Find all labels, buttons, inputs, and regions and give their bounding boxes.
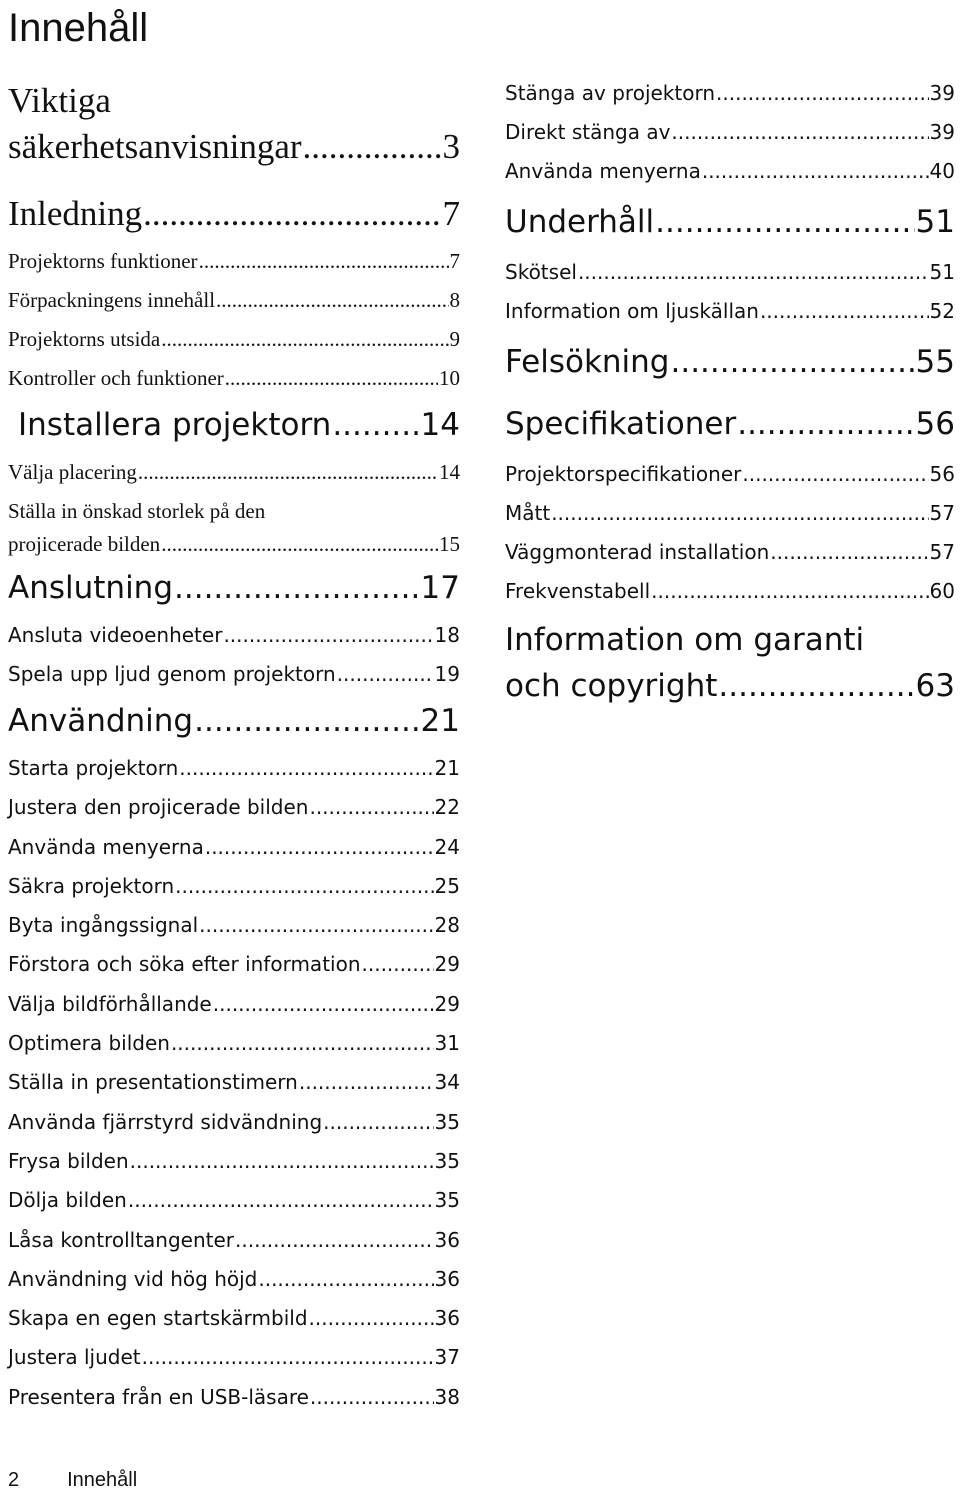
dot-leader [138, 453, 438, 492]
dot-leader [174, 561, 420, 616]
toc-entry-label: Felsökning [505, 344, 670, 380]
toc-entry-frekvenstabell[interactable] [505, 572, 955, 611]
toc-entry-projektorspecifikationer[interactable] [505, 455, 955, 494]
toc-entry-page-number: 37 [434, 1345, 460, 1370]
toc-entry-label-line1: Viktiga [8, 81, 111, 120]
toc-entry-label: Väggmonterad installation [505, 540, 770, 564]
toc-entry-page-number: 22 [434, 795, 460, 820]
toc-entry-page-number: 24 [434, 834, 460, 859]
toc-entry-page-number: 57 [929, 501, 955, 525]
toc-entry-label: Specifikationer [505, 406, 737, 442]
toc-entry-label: Frekvenstabell [505, 579, 651, 603]
dot-leader [362, 945, 434, 984]
page-footer [8, 1468, 137, 1492]
dot-leader [258, 1260, 433, 1299]
dot-leader [142, 1338, 434, 1377]
dot-leader [770, 533, 928, 572]
dot-leader [171, 1024, 434, 1063]
dot-leader [337, 655, 434, 694]
toc-entry-välja-bildförhållande[interactable] [8, 985, 460, 1024]
toc-left-column [8, 76, 460, 1417]
toc-entry-information-om-garanti[interactable] [505, 617, 955, 709]
toc-entry-specifikationer[interactable] [505, 393, 955, 455]
toc-entry-label: Dölja bilden [8, 1188, 127, 1213]
toc-entry-starta-projektorn[interactable] [8, 749, 460, 788]
toc-entry-page-number: 9 [449, 327, 460, 351]
toc-entry-page-number: 39 [929, 120, 955, 144]
toc-entry-label: Kontroller och funktioner [8, 366, 224, 390]
toc-entry-justera-ljudet[interactable] [8, 1338, 460, 1377]
toc-entry-page-number: 38 [434, 1384, 460, 1409]
toc-entry-label: Frysa bilden [8, 1148, 129, 1173]
toc-entry-mått[interactable] [505, 494, 955, 533]
toc-entry-page-number: 3 [442, 127, 460, 166]
toc-entry-låsa-kontrolltangenter[interactable] [8, 1221, 460, 1260]
toc-entry-label: Användning vid hög höjd [8, 1266, 258, 1291]
toc-entry-page-number: 52 [929, 299, 955, 323]
dot-leader [213, 985, 434, 1024]
toc-entry-ställa-in-presentationstimern[interactable] [8, 1063, 460, 1102]
toc-entry-inledning[interactable] [8, 186, 460, 242]
toc-entry-page-number: 56 [915, 406, 955, 442]
toc-entry-page-number: 17 [420, 570, 460, 606]
toc-entry-page-number: 7 [442, 194, 460, 233]
dot-leader [225, 359, 438, 398]
toc-entry-page-number: 51 [915, 204, 955, 240]
toc-entry-label: Inledning [8, 194, 143, 233]
toc-entry-ställa-in-önskad-storlek-på-den[interactable] [8, 495, 460, 561]
dot-leader [718, 663, 914, 709]
toc-entry-label: Använda fjärrstyrd sidvändning [8, 1109, 323, 1134]
dot-leader [216, 281, 448, 320]
toc-entry-label: Låsa kontrolltangenter [8, 1227, 235, 1252]
toc-entry-justera-den-projicerade-bilden[interactable] [8, 788, 460, 827]
toc-entry-skapa-en-egen-startskärmbild[interactable] [8, 1299, 460, 1338]
toc-entry-välja-placering[interactable] [8, 453, 460, 492]
toc-entry-label-line1: Information om garanti [505, 622, 865, 658]
dot-leader [130, 1142, 434, 1181]
toc-entry-spela-upp-ljud-genom-projektorn[interactable] [8, 655, 460, 694]
toc-entry-page-number: 28 [434, 913, 460, 938]
toc-entry-label: Använda menyerna [8, 834, 204, 859]
toc-entry-page-number: 8 [449, 288, 460, 312]
toc-entry-label: Justera den projicerade bilden [8, 795, 309, 820]
toc-entry-projektorns-utsida[interactable] [8, 320, 460, 359]
toc-entry-page-number: 39 [929, 81, 955, 105]
toc-entry-användning-vid-hög-höjd[interactable] [8, 1260, 460, 1299]
toc-entry-säkra-projektorn[interactable] [8, 867, 460, 906]
toc-entry-page-number: 51 [929, 260, 955, 284]
toc-entry-direkt-stänga-av[interactable] [505, 113, 955, 152]
toc-entry-page-number: 14 [420, 407, 460, 443]
toc-entry-kontroller-och-funktioner[interactable] [8, 359, 460, 398]
toc-entry-projektorns-funktioner[interactable] [8, 242, 460, 281]
dot-leader [161, 320, 448, 359]
toc-entry-page-number: 25 [434, 873, 460, 898]
toc-entry-label: Mått [505, 501, 551, 525]
toc-entry-optimera-bilden[interactable] [8, 1024, 460, 1063]
dot-leader [578, 253, 929, 292]
toc-entry-page-number: 55 [915, 344, 955, 380]
dot-leader [670, 331, 914, 393]
dot-leader [309, 788, 433, 827]
toc-entry-page-number: 36 [434, 1227, 460, 1252]
dot-leader [128, 1181, 434, 1220]
toc-entry-page-number: 10 [439, 366, 460, 390]
toc-entry-förpackningens-innehåll[interactable] [8, 281, 460, 320]
toc-entry-page-number: 19 [434, 662, 460, 686]
toc-entry-page-number: 18 [434, 623, 460, 647]
toc-entry-label: Välja placering [8, 460, 137, 484]
toc-entry-page-number: 21 [420, 703, 460, 739]
toc-entry-page-number: 40 [929, 159, 955, 183]
dot-leader [199, 906, 433, 945]
toc-entry-label: Justera ljudet [8, 1345, 141, 1370]
dot-leader [299, 1063, 434, 1102]
toc-entry-label: Starta projektorn [8, 756, 179, 780]
toc-entry-page-number: 60 [929, 579, 955, 603]
dot-leader [175, 867, 433, 906]
toc-entry-label: Förpackningens innehåll [8, 288, 216, 312]
dot-leader [323, 1103, 433, 1142]
toc-entry-page-number: 14 [439, 460, 460, 484]
toc-entry-label: Användning [8, 703, 194, 739]
toc-entry-label: Optimera bilden [8, 1031, 170, 1056]
dot-leader [309, 1299, 434, 1338]
toc-entry-presentera-från-en-usb-läsare[interactable] [8, 1378, 460, 1417]
toc-entry-label: Projektorns funktioner [8, 249, 198, 273]
toc-entry-page-number: 29 [434, 991, 460, 1016]
toc-entry-label: Direkt stänga av [505, 120, 671, 144]
toc-entry-page-number: 15 [439, 532, 460, 556]
toc-entry-page-number: 56 [929, 462, 955, 486]
toc-entry-label: Skapa en egen startskärmbild [8, 1306, 308, 1331]
toc-entry-label: Spela upp ljud genom projektorn [8, 662, 336, 686]
toc-entry-label: Underhåll [505, 204, 655, 240]
dot-leader [179, 749, 433, 788]
toc-entry-skötsel[interactable] [505, 253, 955, 292]
dot-leader [161, 528, 438, 561]
dot-leader [655, 191, 914, 253]
dot-leader [651, 572, 928, 611]
toc-entry-använda-menyerna[interactable] [505, 152, 955, 191]
dot-leader [551, 494, 928, 533]
toc-entry-page-number: 36 [434, 1266, 460, 1291]
toc-entry-page-number: 63 [915, 668, 955, 704]
dot-leader [742, 455, 928, 494]
toc-entry-label: Använda menyerna [505, 159, 701, 183]
toc-entry-underhåll[interactable] [505, 191, 955, 253]
toc-entry-felsökning[interactable] [505, 331, 955, 393]
toc-entry-label: Byta ingångssignal [8, 913, 199, 938]
toc-right-column [505, 74, 955, 709]
dot-leader [737, 393, 914, 455]
toc-entry-label: Stänga av projektorn [505, 81, 716, 105]
toc-entry-label: Säkra projektorn [8, 873, 175, 898]
toc-entry-page-number: 36 [434, 1306, 460, 1331]
toc-entry-page-number: 7 [449, 249, 460, 273]
toc-entry-dölja-bilden[interactable] [8, 1181, 460, 1220]
toc-entry-information-om-ljuskällan[interactable] [505, 292, 955, 331]
toc-entry-label-line2: projicerade bilden [8, 532, 161, 556]
footer-page-number: 2 [8, 1469, 20, 1491]
toc-entry-label: Skötsel [505, 260, 577, 284]
dot-leader [199, 242, 449, 281]
toc-entry-använda-fjärrstyrd-sidvändning[interactable] [8, 1103, 460, 1142]
toc-entry-page-number: 34 [434, 1070, 460, 1095]
dot-leader [760, 292, 929, 331]
toc-entry-label-line1: Ställa in önskad storlek på den [8, 499, 266, 523]
toc-entry-förstora-och-söka-efter-information[interactable] [8, 945, 460, 984]
toc-entry-väggmonterad-installation[interactable] [505, 533, 955, 572]
toc-entry-page-number: 21 [434, 756, 460, 780]
toc-entry-label: Ansluta videoenheter [8, 623, 223, 647]
toc-entry-använda-menyerna[interactable] [8, 828, 460, 867]
dot-leader [223, 616, 433, 655]
toc-entry-label: Ställa in presentationstimern [8, 1070, 298, 1095]
toc-entry-page-number: 29 [434, 952, 460, 977]
toc-entry-label: Välja bildförhållande [8, 991, 212, 1016]
toc-entry-label: Information om ljuskällan [505, 299, 759, 323]
dot-leader [310, 1378, 434, 1417]
toc-entry-label: Anslutning [8, 570, 174, 606]
dot-leader [671, 113, 928, 152]
toc-entry-ansluta-videoenheter[interactable] [8, 616, 460, 655]
toc-entry-label: Projektorns utsida [8, 327, 161, 351]
toc-entry-label: Projektorspecifikationer [505, 462, 742, 486]
toc-entry-page-number: 35 [434, 1148, 460, 1173]
dot-leader [194, 694, 419, 749]
toc-entry-label: Presentera från en USB-läsare [8, 1384, 309, 1409]
toc-entry-frysa-bilden[interactable] [8, 1142, 460, 1181]
dot-leader [143, 186, 441, 242]
footer-section-name: Innehåll [67, 1469, 138, 1491]
toc-entry-label-line2: och copyright [505, 668, 718, 704]
toc-entry-page-number: 31 [434, 1031, 460, 1056]
dot-leader [702, 152, 929, 191]
toc-entry-page-number: 35 [434, 1109, 460, 1134]
toc-entry-byta-ingångssignal[interactable] [8, 906, 460, 945]
page-title: Innehåll [8, 6, 149, 50]
toc-entry-användning[interactable] [8, 694, 460, 749]
toc-entry-label: Förstora och söka efter information [8, 952, 361, 977]
toc-entry-page-number: 35 [434, 1188, 460, 1213]
toc-entry-label: Installera projektorn [18, 407, 332, 443]
dot-leader [235, 1221, 434, 1260]
dot-leader [716, 74, 929, 113]
toc-entry-page-number: 57 [929, 540, 955, 564]
dot-leader [205, 828, 434, 867]
toc-entry-anslutning[interactable] [8, 561, 460, 616]
toc-entry-installera-projektorn[interactable] [8, 398, 460, 453]
toc-entry-viktiga[interactable] [8, 78, 460, 170]
toc-entry-stänga-av-projektorn[interactable] [505, 74, 955, 113]
dot-leader [303, 124, 442, 170]
toc-entry-label-line2: säkerhetsanvisningar [8, 127, 302, 166]
dot-leader [332, 398, 419, 453]
